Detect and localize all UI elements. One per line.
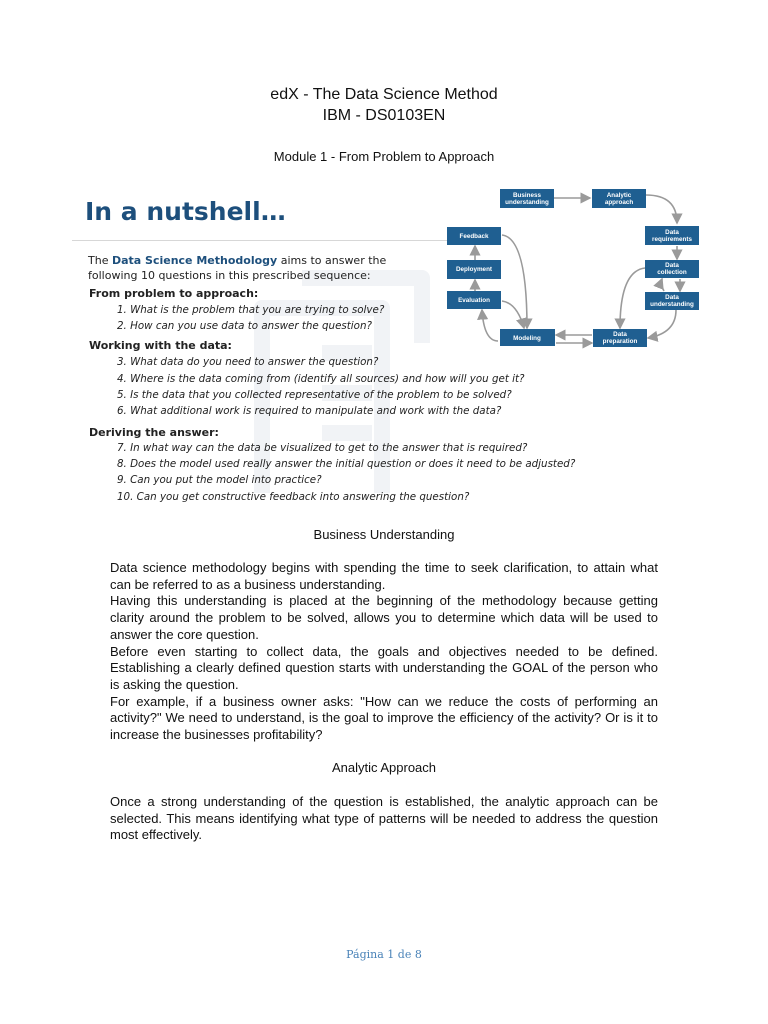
course-title: edX - The Data Science Method <box>270 86 498 103</box>
question-item: 8. Does the model used really answer the initial question or does it need to be adjusted? <box>117 458 576 470</box>
box-evaluation <box>447 291 501 309</box>
svg-text:Modeling: Modeling <box>513 335 541 342</box>
svg-text:Data: Data <box>665 262 679 269</box>
section-heading-business-understanding: Business Understanding <box>313 527 455 542</box>
section-heading: From problem to approach: <box>89 287 259 300</box>
svg-text:Analytic: Analytic <box>606 192 632 199</box>
box-deployment <box>447 260 501 279</box>
paragraph: For example, if a business owner asks: "How can we reduce the costs of performing an activity?" We need to understand, is the goal to improve the efficiency of the activity? Or is it to increase the businesses profitability? <box>110 693 658 743</box>
question-item: 7. In what way can the data be visualized to get to the answer that is required? <box>117 442 528 454</box>
arrow-analytic-to-requirements <box>646 195 677 223</box>
box-analytic-approach <box>592 189 646 208</box>
box-data-preparation <box>593 329 647 347</box>
arrow-modeling-to-evaluation <box>482 310 498 341</box>
box-modeling <box>500 329 555 346</box>
paragraph: Having this understanding is placed at the beginning of the methodology because getting clarity around the problem to be solved, allows you to determine which data will be used to answer the core question. <box>110 593 658 642</box>
svg-text:Deployment: Deployment <box>455 266 493 273</box>
box-data-understanding <box>645 292 699 310</box>
svg-text:Data: Data <box>613 331 627 338</box>
svg-text:preparation: preparation <box>602 338 638 345</box>
svg-text:Data: Data <box>665 294 679 301</box>
svg-text:understanding: understanding <box>650 301 694 308</box>
business-understanding-body <box>110 560 658 744</box>
question-item: 6. What additional work is required to manipulate and work with the data? <box>117 405 502 417</box>
box-data-requirements <box>645 226 699 245</box>
question-item: 4. Where is the data coming from (identify all sources) and how will you get it? <box>117 373 525 385</box>
module-title: Module 1 - From Problem to Approach <box>273 149 495 164</box>
box-business-understanding <box>500 189 554 208</box>
box-data-collection <box>645 260 699 278</box>
analytic-approach-body <box>110 794 658 844</box>
paragraph: Data science methodology begins with spending the time to seek clarification, to attain what can be referred to as a business understanding. <box>110 560 658 592</box>
nutshell-slide-image <box>72 183 712 510</box>
arrow-understanding-to-collection <box>661 279 664 291</box>
slide-title: In a nutshell… <box>85 197 286 226</box>
svg-text:requirements: requirements <box>652 236 692 243</box>
intro-text-post: aims to answer the following 10 questions in this prescribed sequence: <box>88 254 387 282</box>
question-item: 9. Can you put the model into practice? <box>117 474 322 486</box>
paragraph: Before even starting to collect data, the goals and objectives needed to be defined. Establishing a clearly defined question starts with understanding the GOAL of the person who is asking the question. <box>110 643 658 692</box>
question-item: 3. What data do you need to answer the question? <box>117 356 379 368</box>
svg-text:Feedback: Feedback <box>459 233 489 240</box>
question-item: 10. Can you get constructive feedback into answering the question? <box>117 491 470 503</box>
svg-text:approach: approach <box>604 199 634 206</box>
arrow-understanding-to-preparation <box>648 310 676 338</box>
section-heading: Deriving the answer: <box>89 426 219 439</box>
arrow-collection-to-preparation <box>620 268 645 328</box>
svg-text:Evaluation: Evaluation <box>458 297 490 304</box>
question-item: 1. What is the problem that you are trying to solve? <box>117 304 385 316</box>
methodology-diagram <box>72 183 712 510</box>
arrow-evaluation-to-modeling <box>502 301 524 328</box>
question-item: 2. How can you use data to answer the question? <box>117 320 372 332</box>
box-feedback <box>447 227 501 245</box>
question-item: 5. Is the data that you collected representative of the problem to be solved? <box>117 389 512 401</box>
paragraph: Once a strong understanding of the question is established, the analytic approach can be selected. This means identifying what type of patterns will be needed to address the question most effectively. <box>110 794 658 843</box>
svg-text:understanding: understanding <box>505 199 549 206</box>
section-heading: Working with the data: <box>89 339 232 352</box>
svg-text:Data: Data <box>665 229 679 236</box>
arrow-feedback-to-modeling <box>502 235 527 328</box>
svg-text:Business: Business <box>513 192 541 199</box>
svg-text:collection: collection <box>657 269 687 276</box>
intro-text-bold: Data Science Methodology <box>111 254 278 267</box>
page-footer: Página 1 de 8 <box>346 948 422 961</box>
intro-text-pre: The <box>88 254 112 267</box>
section-heading-analytic-approach: Analytic Approach <box>331 760 437 775</box>
course-code: IBM - DS0103EN <box>322 107 446 124</box>
